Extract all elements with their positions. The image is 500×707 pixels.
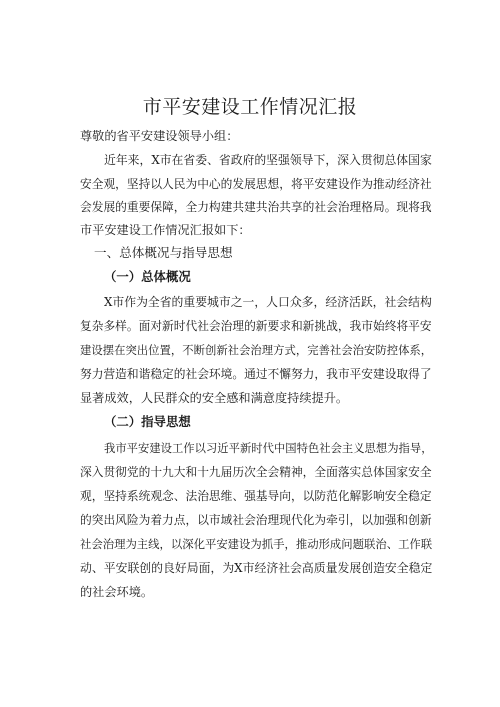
intro-line: 安全观，坚持以人民为中心的发展思想，将平安建设作为推动经济社 [80,177,432,191]
subsection-heading: （一）总体概况 [104,269,191,284]
paragraph-line: 我市平安建设工作以习近平新时代中国特色社会主义思想为指导， [104,441,433,455]
intro-line: 近年来，X市在省委、省政府的坚强领导下，深入贯彻总体国家 [104,153,432,167]
paragraph-line: 动、平安联创的良好局面，为X市经济社会高质量发展创造安全稳定 [80,561,433,575]
paragraph-line: 复杂多样。面对新时代社会治理的新要求和新挑战，我市始终将平安 [80,319,432,333]
subsection-heading: （二）指导思想 [104,414,191,429]
paragraph-line: 建设摆在突出位置，不断创新社会治理方式，完善社会治安防控体系， [80,343,433,357]
paragraph-line: X市作为全省的重要城市之一，人口众多，经济活跃，社会结构 [104,295,432,309]
salutation: 尊敬的省平安建设领导小组： [80,129,239,143]
paragraph-line: 的突出风险为着力点，以市域社会治理现代化为牵引，以加强和创新 [80,513,432,527]
intro-line: 市平安建设工作情况汇报如下： [80,223,251,237]
paragraph-line: 的社会环境。 [80,585,154,599]
document-title: 市平安建设工作情况汇报 [142,96,358,118]
paragraph-line: 观，坚持系统观念、法治思维、强基导向，以防范化解影响安全稳定 [80,489,432,503]
paragraph-line: 努力营造和谐稳定的社会环境。通过不懈努力，我市平安建设取得了 [80,367,432,381]
paragraph-line: 社会治理为主线，以深化平安建设为抓手，推动形成问题联治、工作联 [80,537,433,551]
intro-line: 会发展的重要保障，全力构建共建共治共享的社会治理格局。现将我 [80,200,432,214]
section-heading: 一、总体概况与指导思想 [94,245,233,260]
paragraph-line: 深入贯彻党的十九大和十九届历次全会精神，全面落实总体国家安全 [80,465,432,479]
paragraph-line: 显著成效，人民群众的安全感和满意度持续提升。 [80,391,349,405]
